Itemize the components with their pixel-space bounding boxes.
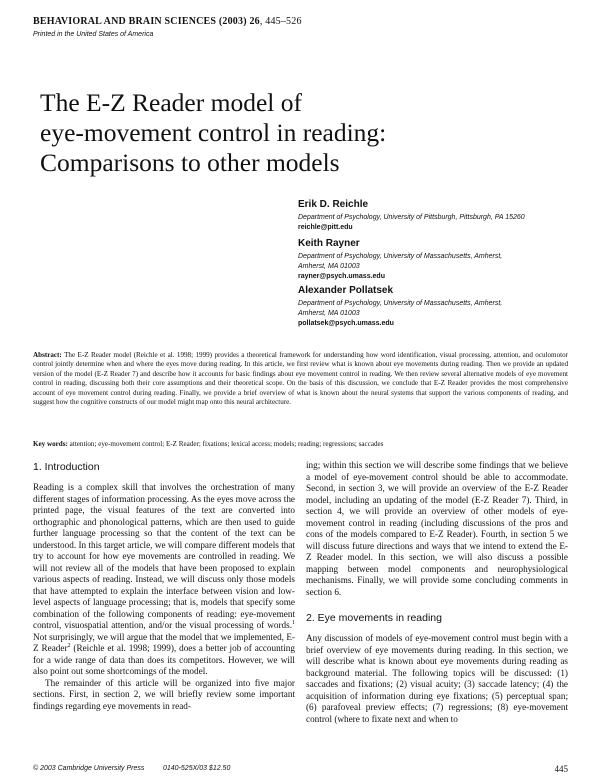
journal-header [33,16,302,27]
author-email[interactable]: rayner@psych.umass.edu [298,273,385,280]
journal-name: BEHAVIORAL AND BRAIN SCIENCES (2003) [33,16,247,27]
eye-movements-paragraph-1: Any discussion of models of eye-movement control must begin with a brief overview of eye movements during reading. In this section, we will describe what is known about eye movements during reading as background material. The following topics will be discussed: (1) saccades and fixations; (2) visual acuity; (3) saccade latency; (4) the acquisition of information during eye fixations; (5) perceptual span; (6) parafoveal preview effects; (7) regressions; (8) eye-movement control (where to fixate next and when to [306,633,568,724]
eye-movements-column [306,633,568,725]
intro-paragraph-1: Reading is a complex skill that involves the orchestration of many different stages of information processing. As the eyes move across the printed page, the visual features of the text are converted into orthographic and phonological patterns, which are then used to guide further language processing so that the content of the text can be understood. In this target article, we will compare different models that try to account for how eye movements are controlled in reading. We will not review all of the models that have been proposed to explain various aspects of reading. Instead, we will discuss only those models that have attempted to explain the interface between vision and low-level aspects of language processing; that is, models that specify some combination of the following components of reading: eye-movement control, visuospatial attention, and/or the visual processing of words.$^1$ Not surprisingly, we will argue that the model that we implemented, E-Z Reader$^2$ (Reichle et al. 1998; 1999), does a better job of accounting for a wide range of data than does its competitors. However, we will also point out some shortcomings of the model. [33,482,295,676]
footnote-marker[interactable]: 2 [67,642,71,649]
title-line-2: eye-movement control in reading: [40,118,387,147]
article-title [40,88,540,178]
intro-paragraph-2: The remainder of this article will be organized into five major sections. First, in section 2, we will briefly review some important findings regarding eye movements in read- [33,677,295,711]
title-line-1: The E-Z Reader model of [40,88,302,117]
abstract-label: Abstract: [33,351,62,359]
author-affiliation: Department of Psychology, University of Massachusetts, Amherst, [298,300,503,307]
keywords-text: attention; eye-movement control; E-Z Reader; fixations; lexical access; models; reading; regressions; saccades [69,440,384,448]
title-line-3: Comparisons to other models [40,148,340,177]
author-name: Keith Rayner [298,238,360,249]
author-block-1 [298,198,525,233]
author-affiliation: Department of Psychology, University of Massachusetts, Amherst, [298,253,503,260]
abstract [33,351,568,407]
author-block-2 [298,237,502,282]
author-name: Erik D. Reichle [298,199,369,210]
author-name: Alexander Pollatsek [298,285,394,296]
page-number: 445 [554,764,568,774]
keywords-label: Key words: [33,440,68,448]
abstract-text: The E-Z Reader model (Reichle et al. 1998; 1999) provides a theoretical framework for understanding how word identification, visual processing, attention, and oculomotor control jointly determine when and where the eyes move during reading. In this article, we first review what is known about eye movements during reading. Then we provide an updated version of the model (E-Z Reader 7) and describe how it accounts for basic findings about eye movement control in reading. We then review several alternative models of eye movement control in reading, discussing both their core assumptions and their theoretical scope. On the basis of this discussion, we conclude that E-Z Reader provides the most comprehensive account of eye movement control during reading. Finally, we provide a brief overview of what is known about the neural systems that support the various components of reading, and suggest how the cognitive constructs of our model might map onto this neural architecture. [33,351,568,407]
keywords [33,440,568,449]
section-heading-introduction: 1. Introduction [33,461,100,473]
printed-in: Printed in the United States of America [33,31,154,38]
author-block-3 [298,284,502,329]
author-affiliation-line2: Amherst, MA 01003 [298,263,360,270]
journal-volume: 26 [249,16,260,27]
author-affiliation: Department of Psychology, University of Pittsburgh, Pittsburgh, PA 15260 [298,214,525,221]
section-heading-eye-movements: 2. Eye movements in reading [306,612,442,624]
author-email[interactable]: pollatsek@psych.umass.edu [298,320,394,327]
author-affiliation-line2: Amherst, MA 01003 [298,310,360,317]
author-email[interactable]: reichle@pitt.edu [298,224,353,231]
footer-issn: 0140-525X/03 $12.50 [163,765,231,772]
footnote-marker[interactable]: 1 [292,619,295,626]
intro-paragraph-2-continued: ing; within this section we will describe some findings that we believe a model of eye-movement control should be able to accommodate. Second, in section 3, we will provide an overview of the E-Z Reader model, including an updating of the model (E-Z Reader 7). Third, in section 4, we will provide an overview of other models of eye-movement control in reading (including discussions of the pros and cons of the models compared to E-Z Reader). Fourth, in section 5 we will discuss future directions and ways that we intend to extend the E-Z Reader model. In this section, we will also discuss a possible mapping between model components and neurophysiological mechanisms. Finally, we will provide some concluding comments in section 6. [306,460,568,597]
intro-column-left [33,482,295,712]
footer-copyright: © 2003 Cambridge University Press [33,765,145,772]
journal-pages: , 445–526 [259,16,302,27]
intro-column-right [306,460,568,598]
